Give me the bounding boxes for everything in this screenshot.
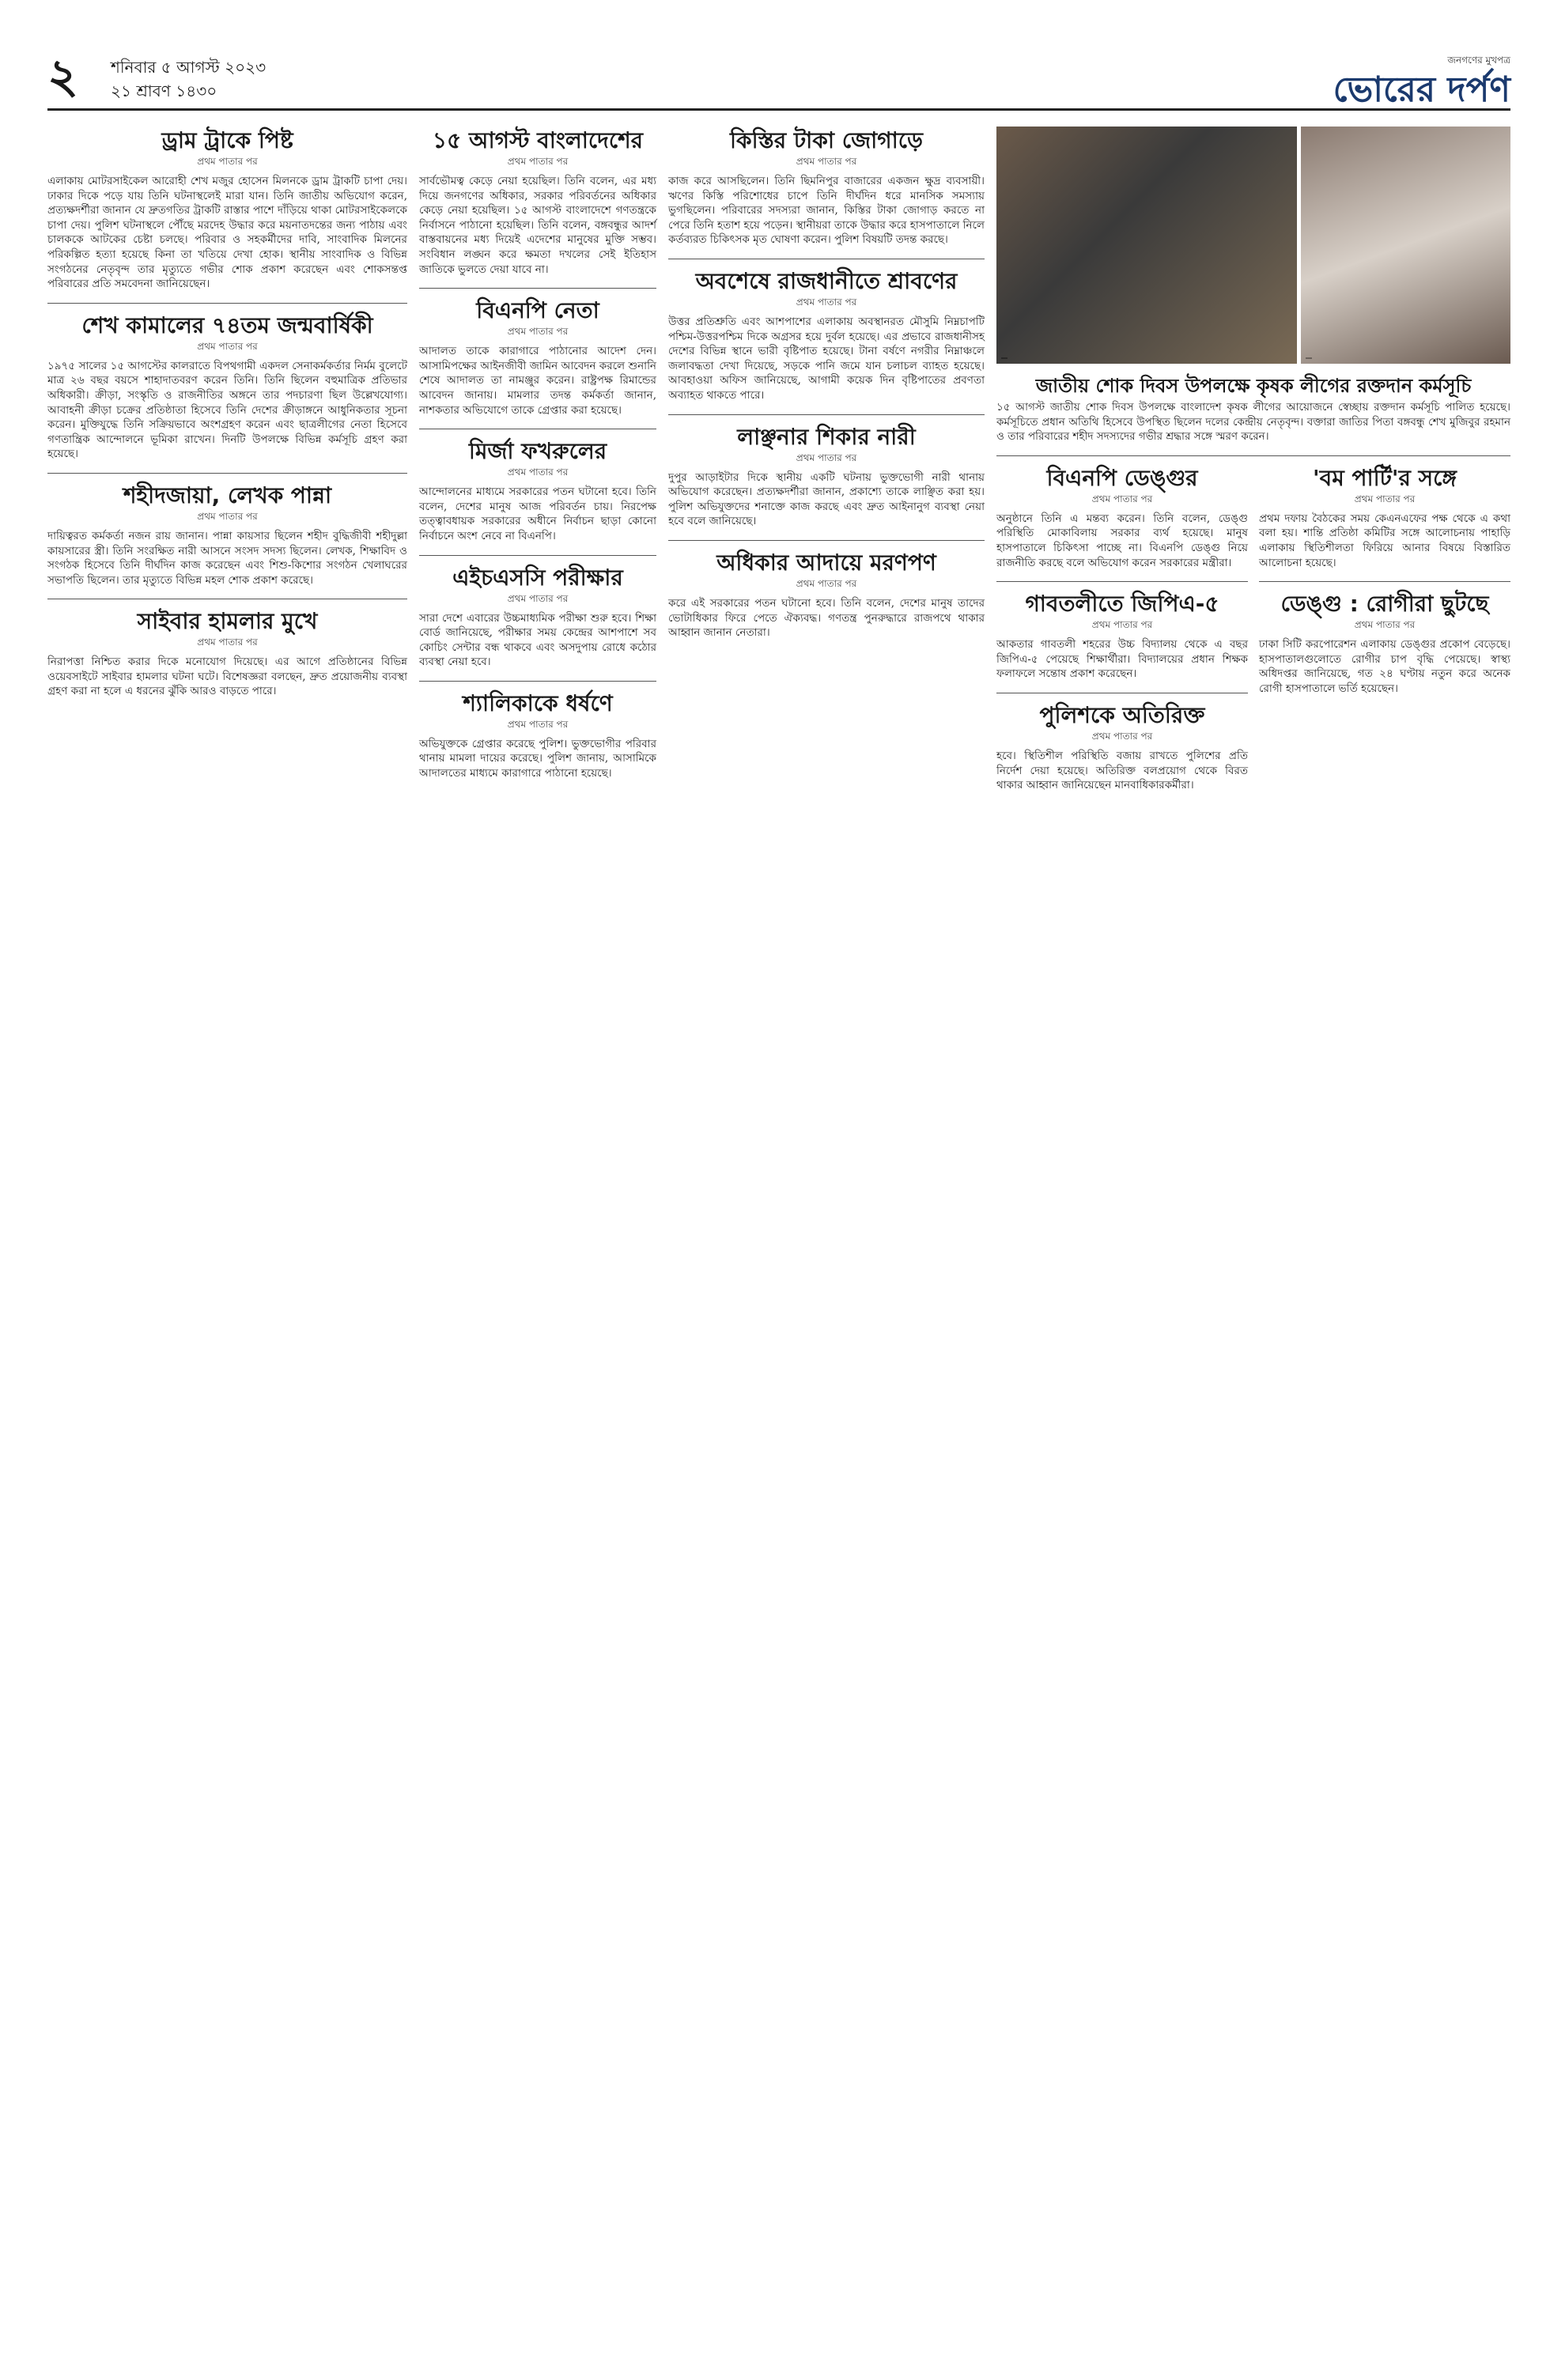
divider xyxy=(47,473,407,474)
story-continuation: প্রথম পাতার পর xyxy=(197,156,258,167)
story-body: করে এই সরকারের পতন ঘটানো হবে। তিনি বলেন, দেশের মানুষ তাদের ভোটাধিকার ফিরে পেতে ঐক্যবদ্ধ। গণতন্ত্র পুনরুদ্ধারে রাজপথে থাকার আহ্বান জানান নেতারা। xyxy=(668,596,985,640)
story-headline: ডেঙ্গু : রোগীরা ছুটছে xyxy=(1280,591,1489,618)
story-continuation: প্রথম পাতার পর xyxy=(507,326,569,338)
col4-split xyxy=(996,464,1510,804)
story-headline: গাবতলীতে জিপিএ-৫ xyxy=(1025,591,1219,618)
story-body: হবে। স্থিতিশীল পরিস্থিতি বজায় রাখতে পুলিশের প্রতি নির্দেশ দেয়া হয়েছে। অতিরিক্ত বলপ্রয়োগ থেকে বিরত থাকার আহ্বান জানিয়েছেন মানবাধিকারকর্মীরা। xyxy=(996,749,1248,792)
story-headline: সাইবার হামলার মুখে xyxy=(137,608,318,635)
story-continuation: প্রথম পাতার পর xyxy=(1091,619,1153,631)
column-1 xyxy=(47,127,407,710)
story-body: নিরাপত্তা নিশ্চিত করার দিকে মনোযোগ দিয়েছে। এর আগে প্রতিষ্ঠানের বিভিন্ন ওয়েবসাইটে সাইবার হামলার ঘটনা ঘটে। বিশেষজ্ঞরা বলছেন, দ্রুত প্রয়োজনীয় ব্যবস্থা গ্রহণ করা না হলে এ ধরনের ঝুঁকি আরও বাড়তে পারে। xyxy=(47,655,407,698)
logo-name: ভোরের দর্পণ xyxy=(1333,70,1510,110)
divider xyxy=(668,414,985,415)
date-gregorian: শনিবার ৫ আগস্ট ২০২৩ xyxy=(111,58,267,77)
col4-left xyxy=(996,464,1248,804)
news-story xyxy=(996,464,1248,570)
divider xyxy=(1259,581,1510,582)
divider xyxy=(419,681,656,682)
lead-headline: জাতীয় শোক দিবস উপলক্ষে কৃষক লীগের রক্তদান কর্মসূচি xyxy=(1035,375,1472,397)
lead-body: ১৫ আগস্ট জাতীয় শোক দিবস উপলক্ষে বাংলাদেশ কৃষক লীগের আয়োজনে স্বেচ্ছায় রক্তদান কর্মসূচি পালিত হয়েছে। কর্মসূচিতে প্রধান অতিথি হিসেবে উপস্থিত ছিলেন দলের কেন্দ্রীয় নেতৃবৃন্দ। বক্তারা জাতির পিতা বঙ্গবন্ধু শেখ মুজিবুর রহমান ও তার পরিবারের শহীদ সদস্যদের গভীর শ্রদ্ধার সঙ্গে স্মরণ করেন। xyxy=(996,401,1510,444)
story-body: প্রথম দফায় বৈঠকের সময় কেএনএফের পক্ষ থেকে এ কথা বলা হয়। শান্তি প্রতিষ্ঠা কমিটির সঙ্গে আলোচনায় পাহাড়ি এলাকায় স্থিতিশীলতা ফিরিয়ে আনার বিষয়ে বিস্তারিত আলোচনা হয়েছে। xyxy=(1259,512,1510,569)
story-continuation: প্রথম পাতার পর xyxy=(1091,730,1153,742)
story-continuation: প্রথম পাতার পর xyxy=(796,577,857,589)
news-story xyxy=(668,549,985,640)
divider xyxy=(668,540,985,541)
story-body: সারা দেশে এবারের উচ্চমাধ্যমিক পরীক্ষা শুরু হবে। শিক্ষা বোর্ড জানিয়েছে, পরীক্ষার সময় কেন্দ্রের আশপাশে সব কোচিং সেন্টার বন্ধ থাকবে এবং অসদুপায় রোধে কঠোর ব্যবস্থা নেয়া হবে। xyxy=(419,611,656,669)
story-continuation: প্রথম পাতার পর xyxy=(796,296,857,308)
story-body: উত্তর প্রতিশ্রুতি এবং আশপাশের এলাকায় অবস্থানরত মৌসুমি নিম্নচাপটি পশ্চিম-উত্তরপশ্চিম দিকে অগ্রসর হয়ে দুর্বল হয়েছে। এর প্রভাবে রাজধানীসহ দেশের বিভিন্ন স্থানে ভারী বৃষ্টিপাত হয়েছে। টানা বর্ষণে নগরীর নিম্নাঞ্চলে জলাবদ্ধতা দেখা দিয়েছে, সড়কে পানি জমে যান চলাচল ব্যাহত হয়েছে। আবহাওয়া অফিস জানিয়েছে, আগামী কয়েক দিন বৃষ্টিপাতের প্রবণতা অব্যাহত থাকতে পারে। xyxy=(668,315,985,402)
story-continuation: প্রথম পাতার পর xyxy=(507,592,569,604)
news-story xyxy=(419,297,656,417)
logo-tagline: জনগণের মুখপত্র xyxy=(1447,55,1510,66)
news-story xyxy=(47,312,407,462)
date-bangla: ২১ শ্রাবণ ১৪৩০ xyxy=(111,81,217,100)
news-story xyxy=(419,127,656,277)
story-continuation: প্রথম পাতার পর xyxy=(507,718,569,730)
col4-right xyxy=(1259,464,1510,804)
story-body: দায়িত্বরত কর্মকর্তা নজন রায় জানান। পান্না কায়সার ছিলেন শহীদ বুদ্ধিজীবী শহীদুল্লা কায়সারের স্ত্রী। তিনি সংরক্ষিত নারী আসনে সংসদ সদস্য ছিলেন। লেখক, শিক্ষাবিদ ও সংগঠক হিসেবে তিনি দীর্ঘদিন কাজ করেছেন এবং শিশু-কিশোর সংগঠন খেলাঘরের সভাপতি ছিলেন। তার মৃত্যুতে বিভিন্ন মহল শোক প্রকাশ করেছে। xyxy=(47,529,407,587)
story-headline: বিএনপি নেতা xyxy=(476,297,599,324)
story-body: আকতার গাবতলী শহরের উচ্চ বিদ্যালয় থেকে এ বছর জিপিএ-৫ পেয়েছে শিক্ষার্থীরা। বিদ্যালয়ের প্রধান শিক্ষক ফলাফলে সন্তোষ প্রকাশ করেছেন। xyxy=(996,638,1248,681)
story-body: অনুষ্ঠানে তিনি এ মন্তব্য করেন। তিনি বলেন, ডেঙ্গু পরিস্থিতি মোকাবিলায় সরকার ব্যর্থ হয়েছে। মানুষ হাসপাতালে চিকিৎসা পাচ্ছে না। বিএনপি ডেঙ্গু নিয়ে রাজনীতি করছে বলে অভিযোগ করেন সরকারের মন্ত্রীরা। xyxy=(996,512,1248,569)
story-headline: পুলিশকে অতিরিক্ত xyxy=(1039,701,1205,728)
lead-story xyxy=(996,372,1510,444)
page-number: ২ xyxy=(47,49,79,104)
newspaper-logo xyxy=(1333,54,1510,111)
story-continuation: প্রথম পাতার পর xyxy=(1354,493,1416,504)
story-headline: মির্জা ফখরুলের xyxy=(468,438,607,465)
story-continuation: প্রথম পাতার পর xyxy=(507,467,569,478)
story-continuation: প্রথম পাতার পর xyxy=(197,637,258,648)
news-story xyxy=(668,127,985,247)
story-body: অভিযুক্তকে গ্রেপ্তার করেছে পুলিশ। ভুক্তভোগীর পরিবার থানায় মামলা দায়ের করেছে। পুলিশ জানায়, আসামিকে আদালতের মাধ্যমে কারাগারে পাঠানো হয়েছে। xyxy=(419,737,656,780)
news-story xyxy=(668,423,985,529)
news-story xyxy=(668,267,985,403)
story-body: আদালত তাকে কারাগারে পাঠানোর আদেশ দেন। আসামিপক্ষের আইনজীবী জামিন আবেদন করলে শুনানি শেষে আদালত তা নামঞ্জুর করেন। রাষ্ট্রপক্ষ রিমান্ডের আবেদন জানায়। মামলার তদন্ত কর্মকর্তা জানান, নাশকতার অভিযোগে তাকে গ্রেপ্তার করা হয়েছে। xyxy=(419,345,656,417)
column-4 xyxy=(996,127,1510,804)
story-headline: শেখ কামালের ৭৪তম জন্মবার্ষিকী xyxy=(81,312,373,338)
story-body: দুপুর আড়াইটার দিকে স্থানীয় একটি ঘটনায় ভুক্তভোগী নারী থানায় অভিযোগ করেছেন। প্রত্যক্ষদর্শীরা জানান, প্রকাশ্যে তাকে লাঞ্ছিত করা হয়। পুলিশ অভিযুক্তদের শনাক্তে কাজ করছে এবং দ্রুত আইনানুগ ব্যবস্থা নেয়া হবে বলে জানিয়েছে। xyxy=(668,470,985,528)
story-headline: লাঞ্ছনার শিকার নারী xyxy=(737,423,916,450)
story-headline: এইচএসসি পরীক্ষার xyxy=(452,564,623,591)
story-headline: শ্যালিকাকে ধর্ষণে xyxy=(463,689,613,716)
column-2 xyxy=(419,127,656,792)
divider xyxy=(419,288,656,289)
column-3 xyxy=(668,127,985,652)
story-body: ঢাকা সিটি করপোরেশন এলাকায় ডেঙ্গুর প্রকোপ বেড়েছে। হাসপাতালগুলোতে রোগীর চাপ বৃদ্ধি পেয়েছে। স্বাস্থ্য অধিদপ্তর জানিয়েছে, গত ২৪ ঘণ্টায় নতুন করে অনেক রোগী হাসপাতালে ভর্তি হয়েছেন। xyxy=(1259,638,1510,695)
news-story xyxy=(1259,464,1510,570)
news-story xyxy=(419,564,656,670)
story-headline: অধিকার আদায়ে মরণপণ xyxy=(716,549,936,576)
story-continuation: প্রথম পাতার পর xyxy=(197,340,258,352)
story-continuation: প্রথম পাতার পর xyxy=(796,156,857,167)
news-story xyxy=(47,482,407,587)
news-story xyxy=(996,590,1248,682)
divider xyxy=(419,555,656,556)
masthead xyxy=(47,47,1510,111)
news-story xyxy=(1259,590,1510,696)
story-headline: ড্রাম ট্রাকে পিষ্ট xyxy=(161,127,293,153)
story-headline: অবশেষে রাজধানীতে শ্রাবণের xyxy=(695,267,958,294)
news-story xyxy=(47,127,407,292)
story-headline: শহীদজায়া, লেখক পান্না xyxy=(123,482,332,508)
news-story xyxy=(996,701,1248,793)
story-body: সার্বভৌমত্ব কেড়ে নেয়া হয়েছিল। তিনি বলেন, এর মধ্য দিয়ে জনগণের অধিকার, সরকার পরিবর্তনের অধিকার কেড়ে নেয়া হয়েছিল। ১৫ আগস্ট বাংলাদেশে গণতন্ত্রকে নির্বাসনে পাঠানো হয়েছিল। তিনি বলেন, বঙ্গবন্ধুর আদর্শ বাস্তবায়নের মধ্য দিয়েই এদেশের মানুষের মুক্তি সম্ভব। সংবিধান লঙ্ঘন করে ক্ষমতা দখলের সেই ইতিহাস জাতিকে ভুলতে দেয়া যাবে না। xyxy=(419,175,656,276)
date-block xyxy=(111,55,266,103)
divider xyxy=(47,303,407,304)
story-body: ১৯৭৫ সালের ১৫ আগস্টের কালরাতে বিপথগামী একদল সেনাকর্মকর্তার নির্মম বুলেটে মাত্র ২৬ বছর বয়সে শাহাদাতবরণ করেন তিনি। তিনি ছিলেন বহুমাত্রিক প্রতিভার অধিকারী। ক্রীড়া, সংস্কৃতি ও রাজনীতির অঙ্গনে তার পদচারণা ছিল উল্লেখযোগ্য। আবাহনী ক্রীড়া চক্রের প্রতিষ্ঠাতা হিসেবে তিনি দেশের ক্রীড়াঙ্গনে আধুনিকতার সূচনা করেন। মুক্তিযুদ্ধে তিনি সক্রিয়ভাবে অংশগ্রহণ করেন এবং ছাত্রলীগের নেতা হিসেবে গণতান্ত্রিক আন্দোলনে ভূমিকা রাখেন। দিনটি উপলক্ষে বিভিন্ন কর্মসূচি গ্রহণ করা হয়েছে। xyxy=(47,359,407,461)
story-continuation: প্রথম পাতার পর xyxy=(1354,619,1416,631)
story-continuation: প্রথম পাতার পর xyxy=(197,510,258,522)
news-story xyxy=(47,607,407,699)
story-body: আন্দোলনের মাধ্যমে সরকারের পতন ঘটানো হবে। তিনি বলেন, দেশের মানুষ আজ পরিবর্তন চায়। নিরপেক্ষ তত্ত্বাবধায়ক সরকারের অধীনে নির্বাচন ছাড়া কোনো নির্বাচনে অংশ নেবে না বিএনপি। xyxy=(419,485,656,542)
story-body: কাজ করে আসছিলেন। তিনি ছিমনিপুর বাজারের একজন ক্ষুদ্র ব্যবসায়ী। ঋণের কিস্তি পরিশোধের চাপে তিনি দীর্ঘদিন ধরে মানসিক সমস্যায় ভুগছিলেন। পরিবারের সদস্যরা জানান, কিস্তির টাকা জোগাড় করতে না পেরে তিনি হতাশ হয়ে পড়েন। স্থানীয়রা তাকে উদ্ধার করে হাসপাতালে নিলে কর্তব্যরত চিকিৎসক মৃত ঘোষণা করেন। পুলিশ বিষয়টি তদন্ত করছে। xyxy=(668,175,985,247)
story-headline: কিস্তির টাকা জোগাড়ে xyxy=(730,127,923,153)
story-headline: 'বম পার্টি'র সঙ্গে xyxy=(1313,464,1457,491)
news-story xyxy=(419,437,656,543)
story-continuation: প্রথম পাতার পর xyxy=(796,451,857,463)
divider xyxy=(996,581,1248,582)
story-body: এলাকায় মোটরসাইকেল আরোহী শেখ মজুর হোসেন মিলনকে ড্রাম ট্রাকটি চাপা দেয়। ঢাকার দিকে পড়ে যায় তিনি ঘটনাস্থলেই মারা যান। তিনি জাতীয় অভিযোগ করেন, প্রত্যক্ষদর্শীরা জানান যে দ্রুতগতির ট্রাকটি রাস্তার পাশে দাঁড়িয়ে থাকা মোটরসাইকেলকে চাপা দেয়। পুলিশ ঘটনাস্থলে পৌঁছে মরদেহ উদ্ধার করে ময়নাতদন্তের জন্য পাঠায় এবং চালককে আটকের চেষ্টা চলছে। পরিবার ও সহকর্মীদের দাবি, সাংবাদিক মিলনের পরিকল্পিত হত্যা হয়েছে কিনা তা খতিয়ে দেখা হোক। স্থানীয় সাংবাদিক ও বিভিন্ন সংগঠনের নেতৃবৃন্দ তার মৃত্যুতে গভীর শোক প্রকাশ করেছেন এবং শোকসন্তপ্ত পরিবারের প্রতি সমবেদনা জানিয়েছেন। xyxy=(47,175,407,291)
story-headline: বিএনপি ডেঙ্গুর xyxy=(1046,464,1198,491)
divider xyxy=(996,455,1510,456)
news-story xyxy=(419,689,656,781)
story-continuation: প্রথম পাতার পর xyxy=(507,156,569,167)
story-continuation: প্রথম পাতার পর xyxy=(1091,493,1153,504)
story-headline: ১৫ আগস্ট বাংলাদেশের xyxy=(432,127,644,153)
